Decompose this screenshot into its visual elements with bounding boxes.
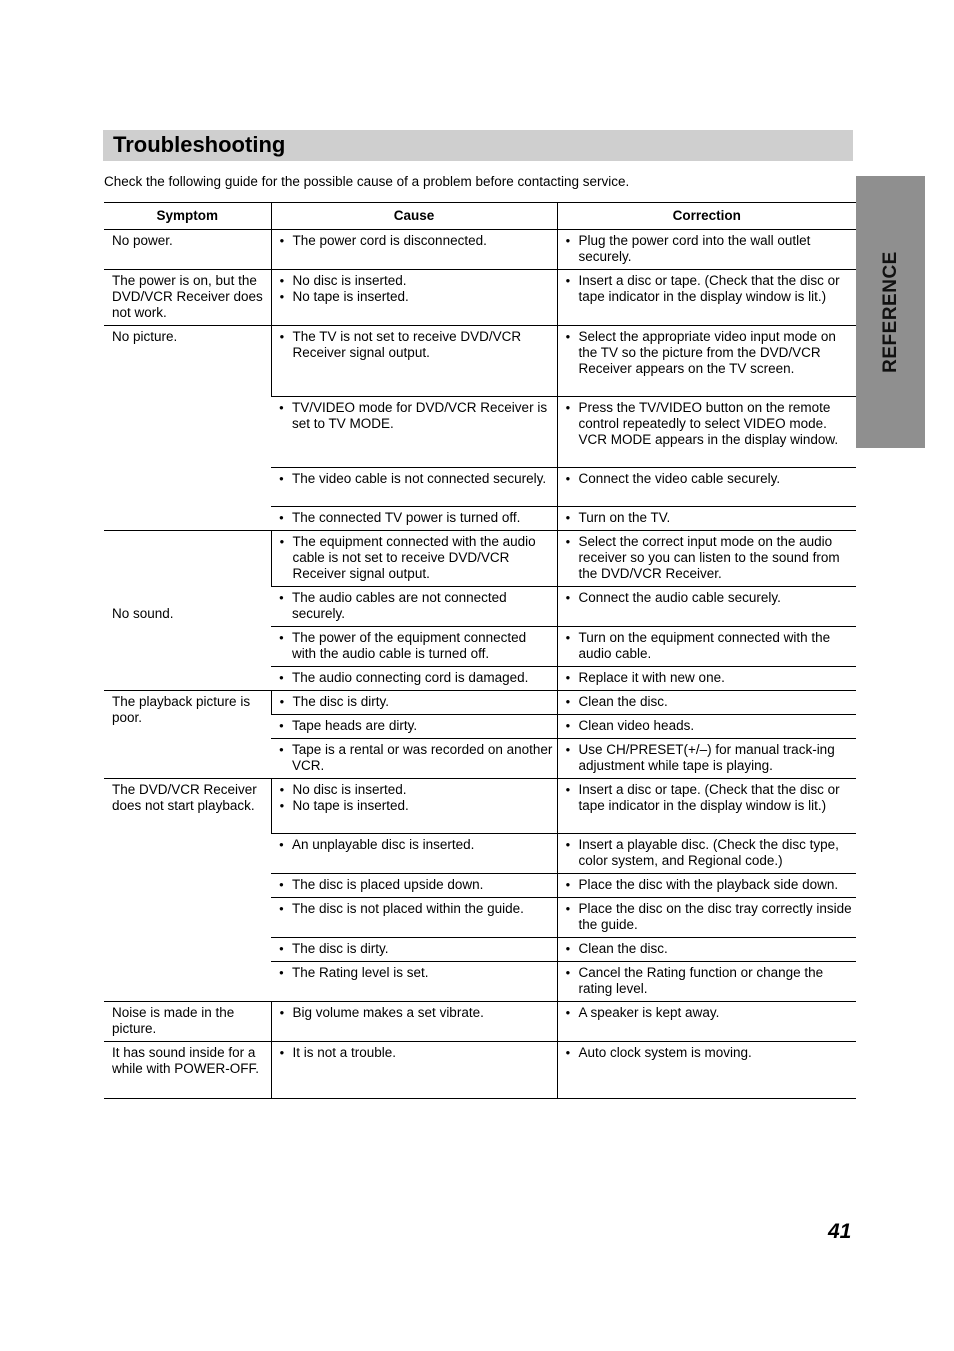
cause-item	[280, 534, 553, 582]
bullet-icon: ●	[279, 403, 284, 412]
bullet-icon: ●	[279, 944, 284, 953]
cause-cell	[271, 715, 557, 739]
correction-item	[566, 1005, 853, 1021]
bullet-icon: ●	[565, 593, 571, 602]
bullet-icon: ●	[565, 944, 571, 953]
bullet-icon: ●	[565, 968, 571, 977]
header-symptom: Symptom	[104, 203, 271, 230]
bullet-icon: ●	[565, 1048, 571, 1057]
bullet-icon: ●	[565, 537, 571, 546]
bullet-icon: ●	[279, 292, 285, 301]
bullet-icon: ●	[565, 332, 571, 341]
correction-cell	[557, 230, 856, 270]
bullet-icon: ●	[279, 904, 284, 913]
correction-cell	[557, 739, 856, 779]
cause-text: An unplayable disc is inserted.	[292, 837, 475, 852]
cause-text: The connected TV power is turned off.	[292, 510, 521, 525]
cause-text: The audio connecting cord is damaged.	[292, 670, 529, 685]
cause-item	[280, 273, 553, 289]
correction-cell	[557, 834, 856, 874]
bullet-icon: ●	[279, 1048, 285, 1057]
cause-cell	[271, 834, 557, 874]
cause-item	[279, 837, 553, 853]
correction-item	[566, 694, 853, 710]
correction-item	[566, 837, 853, 869]
cause-item	[279, 718, 553, 734]
cause-text: It is not a trouble.	[292, 1045, 397, 1060]
cause-text: The video cable is not connected securely.	[292, 471, 547, 486]
cause-item	[279, 901, 553, 917]
symptom-cell: The playback picture is poor.	[104, 691, 271, 779]
symptom-cell: No power.	[104, 230, 271, 270]
cause-text: The audio cables are not connected securely.	[292, 590, 507, 621]
bullet-icon: ●	[565, 785, 571, 794]
bullet-icon: ●	[565, 673, 571, 682]
correction-cell	[557, 962, 856, 1002]
bullet-icon: ●	[279, 332, 285, 341]
bullet-icon: ●	[565, 1008, 571, 1017]
bullet-icon: ●	[565, 697, 571, 706]
correction-item	[566, 941, 853, 957]
correction-cell	[557, 779, 856, 834]
bullet-icon: ●	[565, 880, 571, 889]
correction-text: Select the appropriate video input mode on the TV so the picture from the DVD/VCR Receiver appears on the TV screen.	[578, 329, 836, 376]
cause-cell	[271, 779, 557, 834]
header-cause: Cause	[271, 203, 557, 230]
correction-item	[566, 471, 853, 487]
bullet-icon: ●	[279, 880, 284, 889]
title-bar	[103, 130, 853, 161]
cause-text: TV/VIDEO mode for DVD/VCR Receiver is set to TV MODE.	[292, 400, 548, 431]
section-tab-label: REFERENCE	[879, 251, 901, 373]
table-row	[104, 779, 856, 834]
correction-text: Connect the audio cable securely.	[578, 590, 781, 605]
symptom-cell: No sound.	[104, 531, 271, 691]
correction-cell	[557, 874, 856, 898]
cause-item	[280, 782, 553, 798]
correction-item	[566, 590, 853, 606]
bullet-icon: ●	[279, 673, 284, 682]
intro-text: Check the following guide for the possible cause of a problem before contacting service.	[104, 174, 630, 189]
bullet-icon: ●	[565, 633, 571, 642]
correction-cell	[557, 468, 856, 507]
correction-text: Press the TV/VIDEO button on the remote control repeatedly to select VIDEO mode. VCR MODE appears in the display window.	[578, 400, 839, 447]
cause-cell	[271, 739, 557, 779]
cause-cell	[271, 938, 557, 962]
cause-cell	[271, 587, 557, 627]
cause-text: No tape is inserted.	[292, 798, 409, 813]
cause-cell	[271, 397, 557, 468]
symptom-cell: Noise is made in the picture.	[104, 1002, 271, 1042]
cause-item	[279, 941, 553, 957]
table-row	[104, 326, 856, 397]
cause-cell	[271, 230, 557, 270]
cause-cell	[271, 962, 557, 1002]
correction-cell	[557, 691, 856, 715]
correction-item	[566, 510, 853, 526]
cause-text: The TV is not set to receive DVD/VCR Receiver signal output.	[292, 329, 522, 360]
correction-text: Plug the power cord into the wall outlet securely.	[578, 233, 811, 264]
bullet-icon: ●	[565, 904, 571, 913]
correction-text: A speaker is kept away.	[578, 1005, 720, 1020]
correction-item	[566, 329, 853, 377]
bullet-icon: ●	[279, 276, 285, 285]
cause-text: The power of the equipment connected with the audio cable is turned off.	[292, 630, 527, 661]
cause-item	[279, 670, 553, 686]
correction-cell	[557, 627, 856, 667]
correction-cell	[557, 397, 856, 468]
correction-text: Cancel the Rating function or change the rating level.	[578, 965, 824, 996]
correction-text: Connect the video cable securely.	[578, 471, 781, 486]
cause-cell	[271, 691, 557, 715]
bullet-icon: ●	[279, 840, 284, 849]
cause-item	[280, 233, 553, 249]
table-row	[104, 270, 856, 326]
cause-text: Tape heads are dirty.	[292, 718, 418, 733]
correction-item	[566, 233, 853, 265]
correction-text: Turn on the TV.	[578, 510, 671, 525]
symptom-cell: The DVD/VCR Receiver does not start playback.	[104, 779, 271, 1002]
cause-cell	[271, 326, 557, 397]
bullet-icon: ●	[565, 276, 571, 285]
correction-cell	[557, 938, 856, 962]
cause-text: No tape is inserted.	[292, 289, 409, 304]
correction-cell	[557, 1002, 856, 1042]
correction-cell	[557, 587, 856, 627]
cause-cell	[271, 874, 557, 898]
correction-item	[566, 630, 853, 662]
bullet-icon: ●	[279, 697, 285, 706]
cause-text: No disc is inserted.	[292, 782, 407, 797]
correction-cell	[557, 898, 856, 938]
bullet-icon: ●	[279, 785, 285, 794]
correction-item	[566, 965, 853, 997]
cause-cell	[271, 1042, 557, 1099]
cause-text: The disc is dirty.	[292, 941, 389, 956]
bullet-icon: ●	[279, 1008, 285, 1017]
correction-text: Clean the disc.	[578, 694, 668, 709]
cause-item	[279, 510, 553, 526]
bullet-icon: ●	[279, 968, 284, 977]
correction-item	[566, 273, 853, 305]
section-tab	[856, 176, 925, 448]
bullet-icon: ●	[565, 403, 571, 412]
cause-text: Big volume makes a set vibrate.	[292, 1005, 484, 1020]
correction-cell	[557, 270, 856, 326]
symptom-cell: No picture.	[104, 326, 271, 531]
correction-text: Clean video heads.	[578, 718, 695, 733]
cause-item	[280, 694, 553, 710]
cause-text: The disc is dirty.	[292, 694, 390, 709]
cause-text: The disc is placed upside down.	[292, 877, 484, 892]
cause-cell	[271, 667, 557, 691]
table-body	[104, 230, 856, 1099]
header-correction: Correction	[557, 203, 856, 230]
correction-text: Replace it with new one.	[578, 670, 725, 685]
correction-item	[566, 534, 853, 582]
bullet-icon: ●	[279, 474, 284, 483]
correction-item	[566, 400, 853, 448]
correction-item	[566, 1045, 853, 1061]
bullet-icon: ●	[279, 721, 284, 730]
correction-item	[566, 901, 853, 933]
bullet-icon: ●	[565, 236, 571, 245]
table-row	[104, 691, 856, 715]
cause-item	[280, 1005, 553, 1021]
table-row	[104, 531, 856, 587]
cause-cell	[271, 468, 557, 507]
bullet-icon: ●	[279, 537, 285, 546]
correction-cell	[557, 1042, 856, 1099]
cause-item	[279, 877, 553, 893]
correction-text: Insert a disc or tape. (Check that the disc or tape indicator in the display window is lit.)	[578, 273, 840, 304]
bullet-icon: ●	[279, 801, 285, 810]
symptom-cell: It has sound inside for a while with POWER-OFF.	[104, 1042, 271, 1099]
cause-cell	[271, 531, 557, 587]
table-row	[104, 1002, 856, 1042]
correction-cell	[557, 326, 856, 397]
page-number: 41	[828, 1220, 852, 1243]
correction-text: Place the disc with the playback side down.	[578, 877, 839, 892]
cause-item	[279, 590, 553, 622]
cause-item	[279, 471, 553, 487]
cause-item	[279, 742, 553, 774]
symptom-cell: The power is on, but the DVD/VCR Receiver does not work.	[104, 270, 271, 326]
correction-text: Insert a playable disc. (Check the disc type, color system, and Regional code.)	[578, 837, 839, 868]
bullet-icon: ●	[565, 474, 571, 483]
correction-item	[566, 718, 853, 734]
cause-text: No disc is inserted.	[292, 273, 407, 288]
bullet-icon: ●	[565, 721, 571, 730]
bullet-icon: ●	[565, 840, 571, 849]
correction-item	[566, 877, 853, 893]
correction-item	[566, 742, 853, 774]
table-header-row	[104, 203, 856, 230]
correction-cell	[557, 667, 856, 691]
cause-cell	[271, 1002, 557, 1042]
cause-text: Tape is a rental or was recorded on another VCR.	[292, 742, 553, 773]
correction-text: Clean the disc.	[578, 941, 668, 956]
bullet-icon: ●	[279, 633, 284, 642]
correction-item	[566, 670, 853, 686]
cause-item	[280, 329, 553, 361]
correction-text: Insert a disc or tape. (Check that the disc or tape indicator in the display window is lit.)	[578, 782, 840, 813]
cause-cell	[271, 898, 557, 938]
cause-cell	[271, 507, 557, 531]
cause-item	[279, 400, 553, 432]
correction-cell	[557, 507, 856, 531]
table-row	[104, 1042, 856, 1099]
bullet-icon: ●	[565, 745, 571, 754]
correction-text: Auto clock system is moving.	[578, 1045, 752, 1060]
correction-text: Use CH/PRESET(+/–) for manual track-ing adjustment while tape is playing.	[578, 742, 835, 773]
table-row	[104, 230, 856, 270]
cause-item	[280, 1045, 553, 1061]
cause-text: The disc is not placed within the guide.	[292, 901, 524, 916]
cause-item	[280, 289, 553, 305]
correction-cell	[557, 531, 856, 587]
cause-text: The Rating level is set.	[292, 965, 429, 980]
bullet-icon: ●	[279, 236, 285, 245]
correction-text: Turn on the equipment connected with the audio cable.	[578, 630, 831, 661]
correction-cell	[557, 715, 856, 739]
cause-text: The power cord is disconnected.	[292, 233, 487, 248]
cause-cell	[271, 627, 557, 667]
bullet-icon: ●	[279, 745, 284, 754]
bullet-icon: ●	[279, 513, 284, 522]
bullet-icon: ●	[279, 593, 284, 602]
bullet-icon: ●	[565, 513, 571, 522]
cause-item	[280, 798, 553, 814]
cause-text: The equipment connected with the audio cable is not set to receive DVD/VCR Receiver signal output.	[292, 534, 536, 581]
cause-item	[279, 630, 553, 662]
correction-text: Select the correct input mode on the audio receiver so you can listen to the sound from the DVD/VCR Receiver.	[578, 534, 840, 581]
page-title: Troubleshooting	[113, 132, 286, 157]
correction-text: Place the disc on the disc tray correctly inside the guide.	[578, 901, 852, 932]
correction-item	[566, 782, 853, 814]
cause-item	[279, 965, 553, 981]
cause-cell	[271, 270, 557, 326]
troubleshooting-table	[104, 202, 856, 1099]
